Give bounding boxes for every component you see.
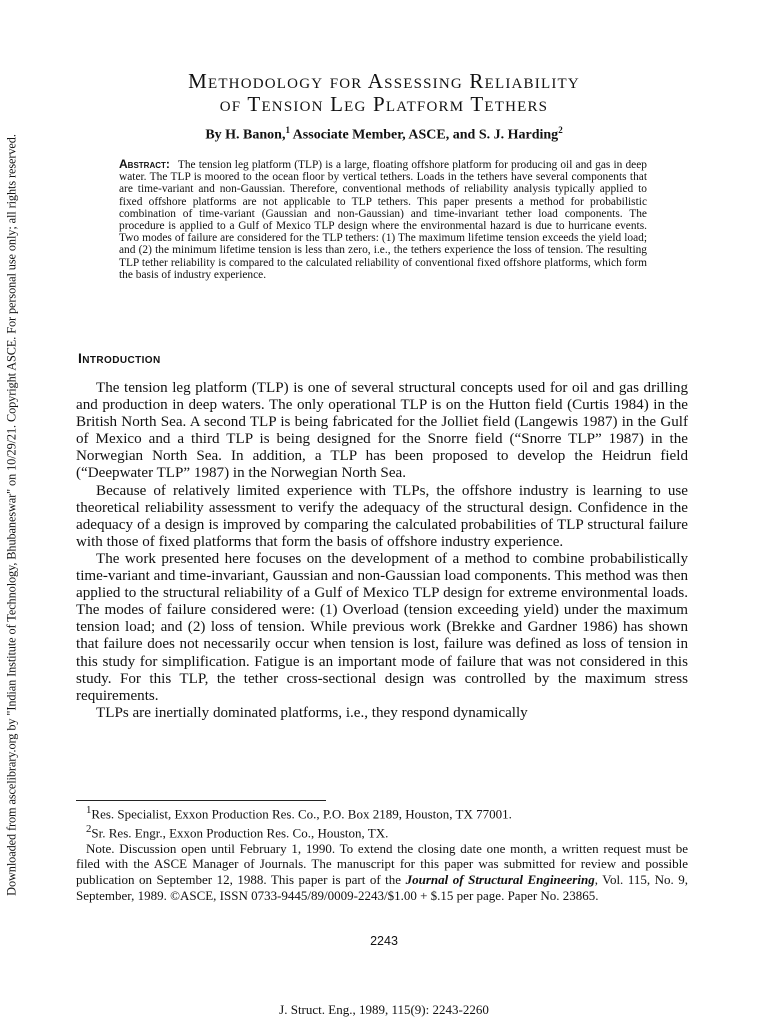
authors-prefix: By H. Banon,: [205, 127, 286, 143]
paragraph-3: The work presented here focuses on the development of a method to combine probabilistically time-variant and time-invariant, Gaussian and non-Gaussian load components. This method was then applied to the structural reliability of a Gulf of Mexico TLP design for extreme environmental loads. The modes of failure considered were: (1) Overload (tension exceeding yield) under the maximum tension load; and (2) loss of tension. While previous work (Brekke and Gardner 1986) has shown that failure does not necessarily occur when tension is lost, failure was defined as loss of tension in this study for simplification. Fatigue is an important mode of failure that was not considered in this study. For this TLP, the tether cross-sectional design was controlled by the maximum stress requirements.: [76, 550, 688, 704]
paragraph-1: The tension leg platform (TLP) is one of several structural concepts used for oil and gas drilling and production in deep waters. The only operational TLP is on the Hutton field (Curtis 1984) in the British North Sea. A second TLP is being fabricated for the Jolliet field (Langewis 1987) in the Gulf of Mexico and a third TLP is being designed for the Snorre field (“Snorre TLP” 1987) in the Norwegian North Sea. In addition, a TLP has been proposed to develop the Heidrun field (“Deepwater TLP” 1987) in the Norwegian North Sea.: [76, 380, 688, 482]
section-heading-introduction: Introduction: [78, 350, 161, 366]
abstract-label: Abstract:: [119, 157, 170, 171]
abstract: [119, 158, 647, 281]
footnote-2: [76, 822, 688, 841]
footnote-divider: [76, 800, 326, 801]
page-number: 2243: [370, 934, 398, 948]
footnote-1-text: Res. Specialist, Exxon Production Res. Co., P.O. Box 2189, Houston, TX 77001.: [91, 806, 512, 822]
footnotes: [76, 803, 688, 903]
author-line: [0, 125, 768, 144]
title-line-2: of Tension Leg Platform Tethers: [219, 92, 549, 116]
footnote-1: [76, 803, 688, 822]
paragraph-4: TLPs are inertially dominated platforms, i.e., they respond dynamically: [96, 704, 528, 721]
citation-footer: J. Struct. Eng., 1989, 115(9): 2243-2260: [279, 1002, 489, 1017]
footnote-2-mark: 2: [86, 822, 92, 835]
body-text: [76, 380, 688, 722]
download-notice: [4, 100, 20, 930]
discussion-note: [76, 841, 688, 903]
abstract-text: The tension leg platform (TLP) is a large, floating offshore platform for producing oil and gas in deep water. The TLP is moored to the ocean floor by vertical tethers. Loads in the tethers have several components that are time-variant and non-Gaussian. Therefore, conventional methods of reliability analysis typically applied to fixed offshore platforms are not applicable to TLP tethers. This paper presents a method for probabilistic combination of time-variant (Gaussian and non-Gaussian) and time-invariant tether load components. The procedure is applied to a Gulf of Mexico TLP design where the environmental hazard is due to hurricane events. Two modes of failure are considered for the TLP tethers: (1) The maximum lifetime tension exceeds the yield load; and (2) the minimum lifetime tension is less than zero, i.e., the tethers experience the loss of tension. The resulting TLP tether reliability is compared to the calculated reliability of conventional fixed offshore platforms, which form the basis of industry experience.: [119, 159, 647, 281]
note-text-part-1: Note. Discussion open until February 1, 1990. To extend the closing date one month, a written request must be filed with the ASCE Manager of Journals. The manuscript for this paper was submitted for review and possible publication on September 12, 1988. This paper is part of the: [76, 840, 688, 888]
note-text-part-2: , Vol. 115, No. 9, September, 1989. ©ASCE, ISSN 0733-9445/89/0009-2243/$1.00 + $.15 per page. Paper No. 23865.: [76, 872, 689, 903]
author-footnote-mark-1: 1: [285, 125, 290, 135]
paper-title: [0, 70, 768, 116]
footnote-2-text: Sr. Res. Engr., Exxon Production Res. Co., Houston, TX.: [91, 825, 389, 841]
journal-name: Journal of Structural Engineering: [405, 872, 595, 888]
title-line-1: Methodology for Assessing Reliability: [188, 69, 580, 93]
paragraph-2: Because of relatively limited experience with TLPs, the offshore industry is learning to use theoretical reliability assessment to verify the adequacy of the structural design. Confidence in the adequacy of a design is improved by comparing the calculated probabilities of TLP structural failure with those of fixed platforms that form the basis of offshore industry experience.: [76, 482, 688, 550]
authors-middle: Associate Member, ASCE, and S. J. Harding: [289, 127, 559, 143]
footnote-1-mark: 1: [86, 804, 92, 816]
download-notice-text: Downloaded from ascelibrary.org by "Indian Institute of Technology, Bhubaneswar" on 10/29/21. Copyright ASCE. For personal use only; all rights reserved.: [4, 134, 19, 896]
author-footnote-mark-2: 2: [558, 125, 563, 135]
